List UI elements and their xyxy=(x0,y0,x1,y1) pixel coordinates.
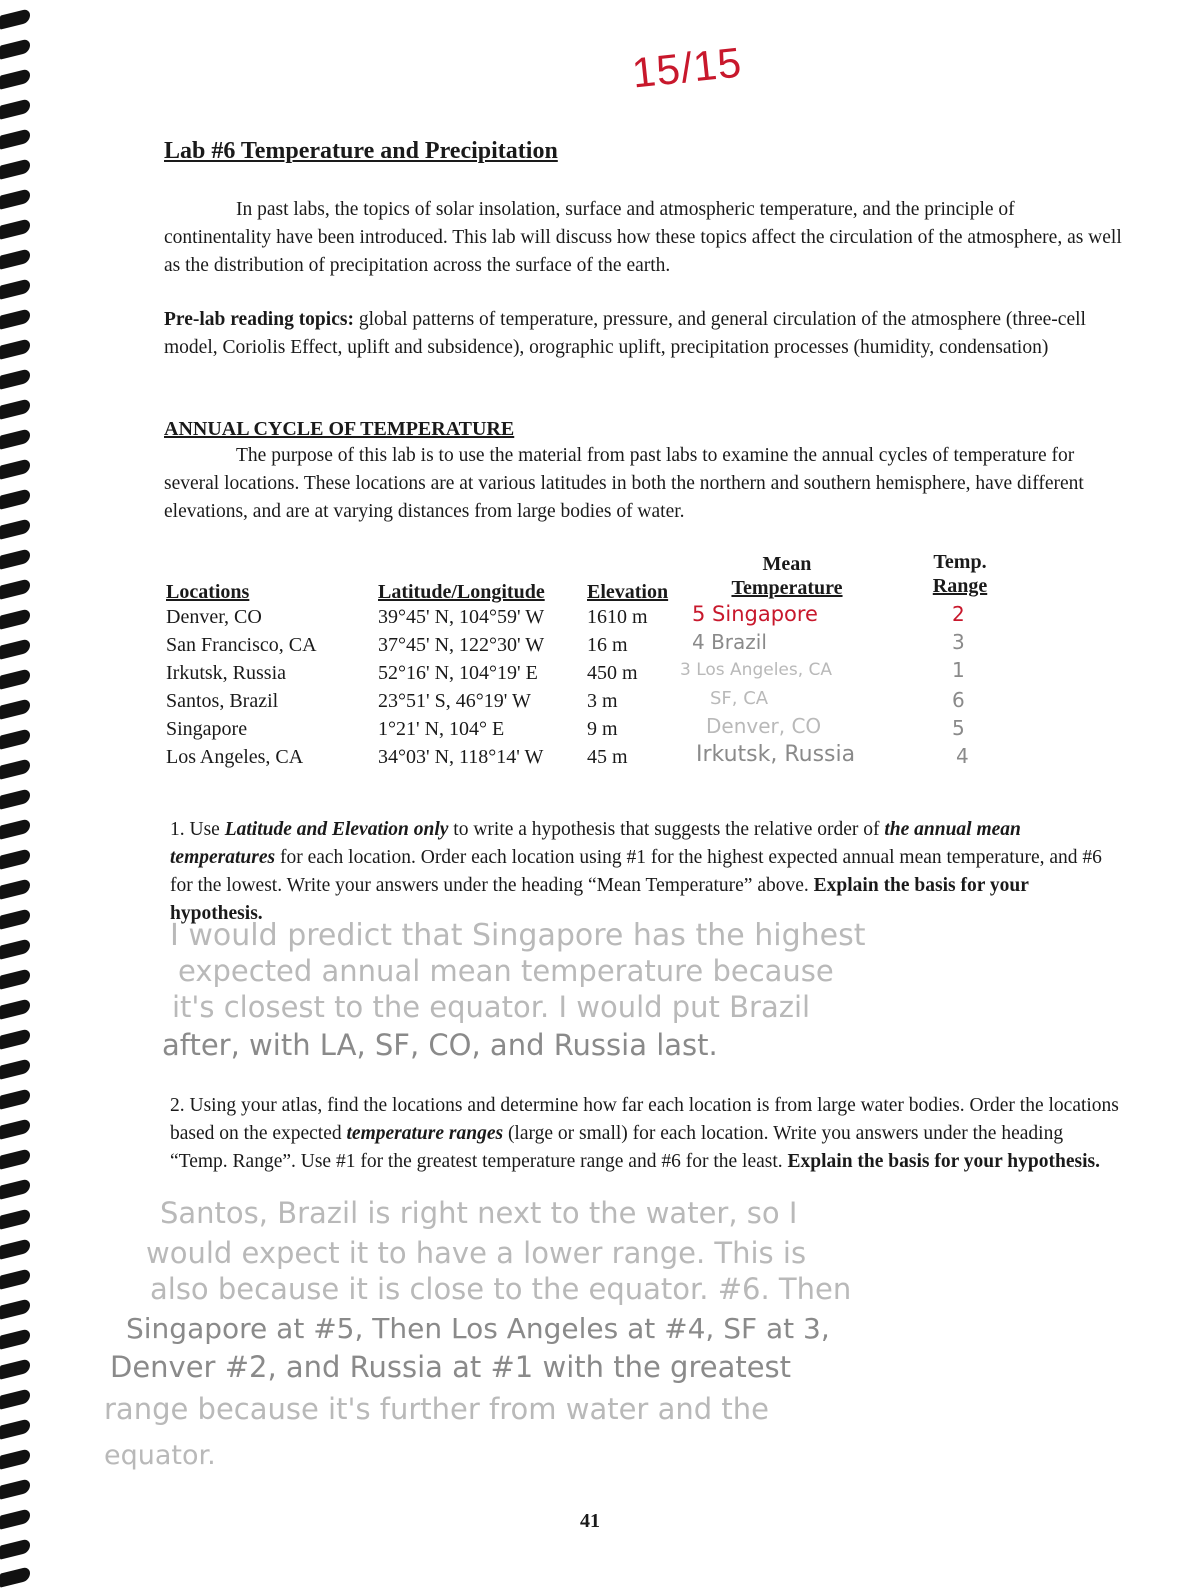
answer-line: Singapore at #5, Then Los Angeles at #4, SF at 3, xyxy=(126,1312,830,1345)
header-mean-temperature xyxy=(722,552,852,600)
grade-mark: 15/15 xyxy=(629,38,745,97)
header-temp-range xyxy=(922,550,998,598)
temp-range-entry: 6 xyxy=(952,688,965,712)
prelab-label: Pre-lab reading topics: xyxy=(164,309,354,330)
temp-range-entry: 5 xyxy=(952,716,965,740)
location-cell: San Francisco, CA xyxy=(166,634,317,656)
prelab-paragraph xyxy=(164,306,1124,362)
temp-range-entry: 1 xyxy=(952,658,965,682)
q2-emphasis: temperature ranges xyxy=(346,1123,504,1144)
elevation-cell: 9 m xyxy=(587,718,618,740)
elevation-cell: 450 m xyxy=(587,662,638,684)
q1-instruction: Explain the basis for your hypothesis. xyxy=(170,875,1029,924)
section-heading: ANNUAL CYCLE OF TEMPERATURE xyxy=(164,418,515,440)
q1-emphasis: Latitude and Elevation only xyxy=(224,819,449,840)
header-range-line1: Temp. xyxy=(933,551,987,573)
location-cell: Denver, CO xyxy=(166,606,262,628)
location-cell: Irkutsk, Russia xyxy=(166,662,286,684)
q1-text: 1. Use xyxy=(170,819,225,840)
answer-line: after, with LA, SF, CO, and Russia last. xyxy=(162,1028,718,1062)
latlong-cell: 52°16' N, 104°19' E xyxy=(378,662,538,684)
answer-line: Santos, Brazil is right next to the water, so I xyxy=(160,1196,798,1230)
header-mean-line1: Mean xyxy=(762,553,812,575)
latlong-cell: 39°45' N, 104°59' W xyxy=(378,606,545,628)
latlong-cell: 23°51' S, 46°19' W xyxy=(378,690,531,712)
latlong-cell: 1°21' N, 104° E xyxy=(378,718,505,740)
q2-instruction: Explain the basis for your hypothesis. xyxy=(787,1151,1100,1172)
q2-text: (large or small) for each location. Write you answers under the heading “Temp. Range”. Use #1 for the greatest temperature range and #6 for the least. xyxy=(170,1123,1064,1172)
temp-range-entry: 4 xyxy=(956,744,969,768)
question-1 xyxy=(170,816,1120,928)
location-cell: Los Angeles, CA xyxy=(166,746,304,768)
elevation-cell: 3 m xyxy=(587,690,618,712)
location-cell: Singapore xyxy=(166,718,248,740)
header-latlong: Latitude/Longitude xyxy=(378,581,545,603)
q1-text: for each location. Order each location using #1 for the highest expected annual mean temperature, and #6 for the lowest. Write your answers under the heading “Mean Temperature” above. xyxy=(170,847,1102,896)
header-range-line2: Range xyxy=(932,575,988,597)
header-locations: Locations xyxy=(166,581,250,603)
temp-range-entry: 3 xyxy=(952,630,965,654)
elevation-cell: 45 m xyxy=(587,746,628,768)
question-2 xyxy=(170,1092,1120,1176)
spiral-binding xyxy=(0,0,36,1590)
answer-line: I would predict that Singapore has the highest xyxy=(170,918,866,953)
intro-paragraph: In past labs, the topics of solar insolation, surface and atmospheric temperature, and the principle of continentality have been introduced. This lab will discuss how these topics affect the circulation of the atmosphere, as well as the distribution of precipitation across the surface of the earth. xyxy=(164,199,1122,276)
page-number: 41 xyxy=(580,1510,600,1532)
mean-temp-entry: Irkutsk, Russia xyxy=(696,742,856,767)
mean-temp-entry: SF, CA xyxy=(710,688,769,709)
answer-line: range because it's further from water and the xyxy=(104,1392,769,1426)
q1-text: to write a hypothesis that suggests the relative order of xyxy=(448,819,885,840)
answer-line: also because it is close to the equator. #6. Then xyxy=(150,1272,852,1306)
latlong-cell: 34°03' N, 118°14' W xyxy=(378,746,544,768)
location-cell: Santos, Brazil xyxy=(166,690,279,712)
answer-line: Denver #2, and Russia at #1 with the greatest xyxy=(110,1350,792,1384)
mean-temp-entry: 4 Brazil xyxy=(692,630,767,654)
prelab-text: global patterns of temperature, pressure, and general circulation of the atmosphere (three-cell model, Coriolis Effect, uplift and subsidence), orographic uplift, precipitation processes (humidity, condensation) xyxy=(164,309,1086,358)
purpose-paragraph: The purpose of this lab is to use the material from past labs to examine the annual cycles of temperature for several locations. These locations are at various latitudes in both the northern and southern hemisphere, have different elevations, and are at varying distances from large bodies of water. xyxy=(164,445,1084,522)
mean-temp-entry: Denver, CO xyxy=(706,714,822,738)
elevation-cell: 16 m xyxy=(587,634,628,656)
answer-line: would expect it to have a lower range. This is xyxy=(146,1236,807,1270)
q2-text: 2. Using your atlas, find the locations and determine how far each location is from large water bodies. Order the locations based on the expected xyxy=(170,1095,1119,1144)
answer-line: equator. xyxy=(104,1440,216,1471)
temp-range-entry: 2 xyxy=(952,602,965,626)
mean-temp-entry: 5 Singapore xyxy=(692,602,818,626)
header-elevation: Elevation xyxy=(587,581,669,603)
answer-line: expected annual mean temperature because xyxy=(178,954,834,988)
header-mean-line2: Temperature xyxy=(731,577,843,599)
mean-temp-entry: 3 Los Angeles, CA xyxy=(680,660,833,680)
elevation-cell: 1610 m xyxy=(587,606,648,628)
q1-emphasis: the annual mean temperatures xyxy=(170,819,1021,868)
answer-line: it's closest to the equator. I would put Brazil xyxy=(172,990,811,1024)
latlong-cell: 37°45' N, 122°30' W xyxy=(378,634,545,656)
lab-title: Lab #6 Temperature and Precipitation xyxy=(164,138,558,164)
